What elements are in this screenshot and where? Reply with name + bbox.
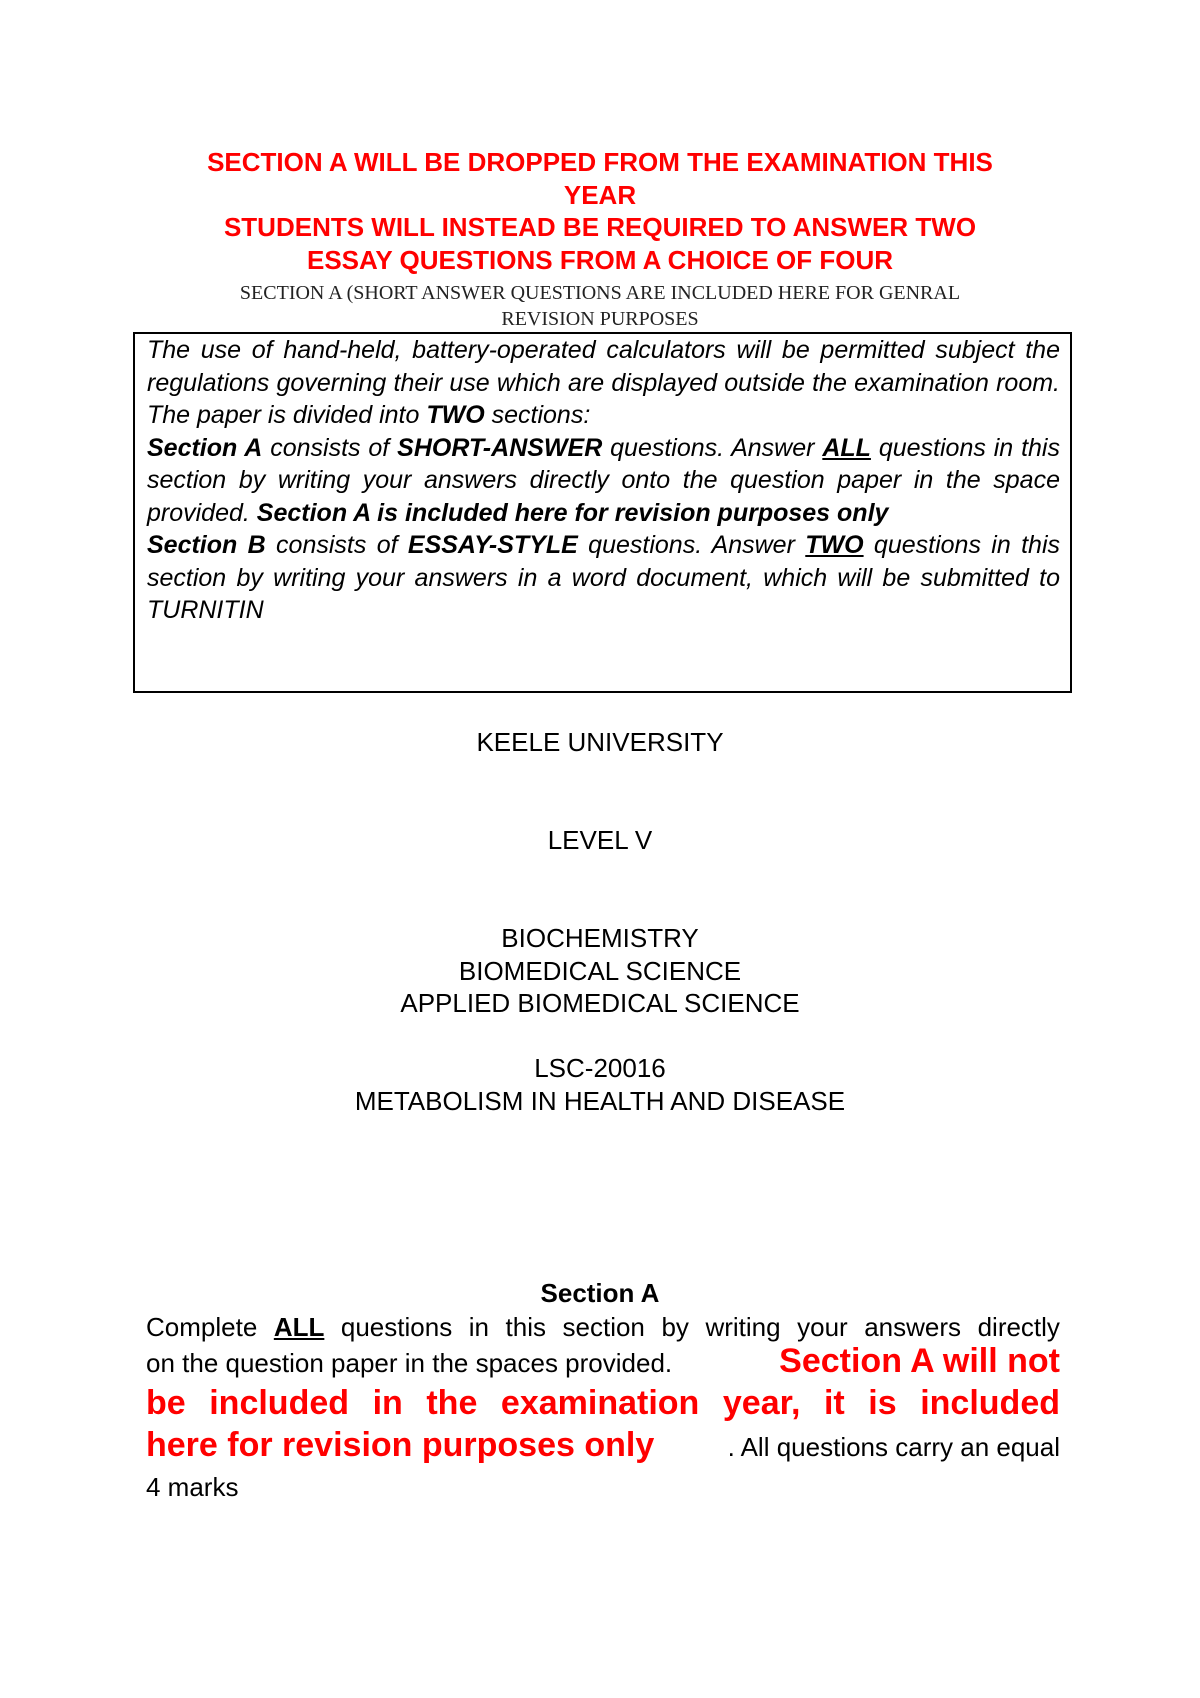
rubric-box <box>133 332 1072 693</box>
instruction-line-5: 4 marks <box>146 1472 239 1502</box>
subnote-line-1: SECTION A (SHORT ANSWER QUESTIONS ARE INCLUDED HERE FOR GENRAL <box>239 282 961 304</box>
course-item: BIOMEDICAL SCIENCE <box>458 955 742 986</box>
subnote-line-2: REVISION PURPOSES <box>501 308 699 330</box>
level: LEVEL V <box>547 825 653 855</box>
university-name: KEELE UNIVERSITY <box>476 727 724 757</box>
course-list <box>100 922 1100 1020</box>
module-title: METABOLISM IN HEALTH AND DISEASE <box>354 1085 846 1116</box>
calculator-rule: The use of hand-held, battery-operated calculators will be permitted subject the regulations governing their use which are displayed outside the examination room. <box>147 336 1060 397</box>
section-a-instructions <box>146 1311 1060 1505</box>
instruction-line-4: here for revision purposes only . All questions carry an equal <box>146 1426 1060 1464</box>
module-info <box>100 1052 1100 1117</box>
notice-line-2: YEAR <box>563 179 637 210</box>
section-a-title: Section A <box>540 1278 660 1308</box>
course-item: APPLIED BIOMEDICAL SCIENCE <box>400 988 800 1018</box>
instruction-line-3: be included in the examination year, it is included <box>146 1384 1060 1422</box>
section-b-rule: Section B consists of ESSAY-STYLE questions. Answer TWO questions in this section by writing your answers in a word document, which will be submitted to TURNITIN <box>147 531 1061 624</box>
course-item: BIOCHEMISTRY <box>501 923 699 953</box>
instruction-line-1: Complete ALL questions in this section by writing your answers directly <box>146 1312 1060 1342</box>
notice-line-1: SECTION A WILL BE DROPPED FROM THE EXAMINATION THIS <box>207 147 993 177</box>
notice-line-3: STUDENTS WILL INSTEAD BE REQUIRED TO ANSWER TWO <box>223 212 977 242</box>
notice-line-4: ESSAY QUESTIONS FROM A CHOICE OF FOUR <box>306 244 894 275</box>
section-a-rule: Section A consists of SHORT-ANSWER questions. Answer ALL questions in this section by writing your answers directly onto the question paper in the space provided. Section A is included here for revision purposes only <box>147 433 1060 527</box>
instruction-line-2: on the question paper in the spaces provided. Section A will not <box>146 1342 1060 1380</box>
revision-subnote <box>140 280 1060 332</box>
division-rule: The paper is divided into TWO sections: <box>147 401 591 429</box>
module-code: LSC-20016 <box>534 1053 666 1083</box>
red-notice <box>140 146 1060 276</box>
